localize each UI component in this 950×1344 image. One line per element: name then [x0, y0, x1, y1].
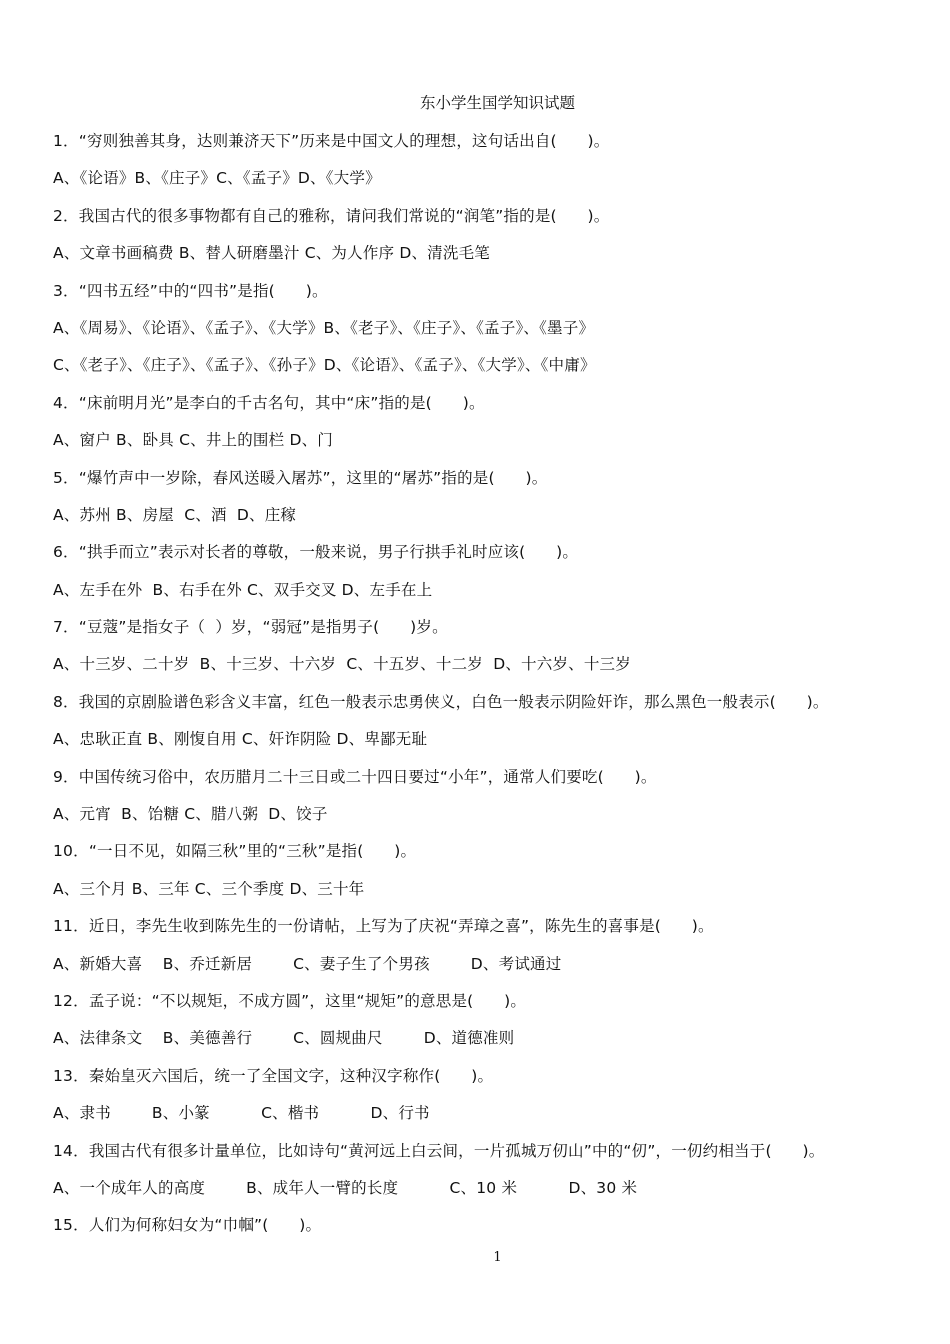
question-14: 14．我国古代有很多计量单位，比如诗句“黄河远上白云间，一片孤城万仞山”中的“仞”，一仞约相当于( )。: [53, 1141, 825, 1160]
question-12: 12．孟子说：“不以规矩，不成方圆”，这里“规矩”的意思是( )。: [53, 991, 527, 1010]
question-12-options: A、法律条文 B、美德善行 C、圆规曲尺 D、道德准则: [53, 1029, 515, 1048]
page-number: 1: [493, 1250, 502, 1265]
question-6-options: A、左手在外 B、右手在外 C、双手交叉 D、左手在上: [53, 580, 433, 599]
question-8-options: A、忠耿正直 B、刚愎自用 C、奸诈阴险 D、卑鄙无耻: [53, 730, 428, 749]
question-6: 6．“拱手而立”表示对长者的尊敬，一般来说，男子行拱手礼时应该( )。: [53, 543, 579, 562]
question-9-options: A、元宵 B、饴糖 C、腊八粥 D、饺子: [53, 805, 328, 824]
question-7-options: A、十三岁、二十岁 B、十三岁、十六岁 C、十五岁、十二岁 D、十六岁、十三岁: [53, 655, 631, 674]
question-13: 13．秦始皇灭六国后，统一了全国文字，这种汉字称作( )。: [53, 1066, 494, 1085]
question-10: 10．“一日不见，如隔三秋”里的“三秋”是指( )。: [53, 842, 417, 861]
question-5: 5．“爆竹声中一岁除，春风送暖入屠苏”，这里的“屠苏”指的是( )。: [53, 468, 548, 487]
question-2: 2．我国古代的很多事物都有自己的雅称，请问我们常说的“润笔”指的是( )。: [53, 206, 610, 225]
question-3: 3．“四书五经”中的“四书”是指( )。: [53, 281, 328, 300]
question-1-options: A、《论语》B、《庄子》C、《孟子》D、《大学》: [53, 169, 381, 188]
question-5-options: A、苏州 B、房屋 C、酒 D、庄稼: [53, 505, 297, 524]
question-10-options: A、三个月 B、三年 C、三个季度 D、三十年: [53, 879, 365, 898]
question-3-options-cd: C、《老子》、《庄子》、《孟子》、《孙子》D、《论语》、《孟子》、《大学》、《中庸》: [53, 356, 596, 375]
question-2-options: A、文章书画稿费 B、替人研磨墨汁 C、为人作序 D、清洗毛笔: [53, 244, 490, 263]
question-4: 4．“床前明月光”是李白的千古名句，其中“床”指的是( )。: [53, 393, 485, 412]
document-title: 东小学生国学知识试题: [419, 94, 575, 112]
question-1: 1．“穷则独善其身，达则兼济天下”历来是中国文人的理想，这句话出自( )。: [53, 132, 610, 150]
question-11: 11．近日，李先生收到陈先生的一份请帖，上写为了庆祝“弄璋之喜”，陈先生的喜事是( )。: [53, 917, 714, 936]
question-3-options-ab: A、《周易》、《论语》、《孟子》、《大学》B、《老子》、《庄子》、《孟子》、《墨子》: [53, 318, 595, 337]
question-13-options: A、隶书 B、小篆 C、楷书 D、行书: [53, 1104, 430, 1123]
question-11-options: A、新婚大喜 B、乔迁新居 C、妻子生了个男孩 D、考试通过: [53, 954, 562, 973]
question-list: [53, 130, 933, 1252]
question-4-options: A、窗户 B、卧具 C、井上的围栏 D、门: [53, 431, 333, 450]
question-14-options: A、一个成年人的高度 B、成年人一臂的长度 C、10 米 D、30 米: [53, 1178, 638, 1197]
question-9: 9．中国传统习俗中，农历腊月二十三日或二十四日要过“小年”，通常人们要吃( )。: [53, 767, 657, 786]
question-7: 7．“豆蔻”是指女子（ ）岁，“弱冠”是指男子( )岁。: [53, 618, 448, 637]
question-8: 8．我国的京剧脸谱色彩含义丰富，红色一般表示忠勇侠义，白色一般表示阴险奸诈，那么黑色一般表示( )。: [53, 692, 829, 711]
question-15: 15．人们为何称妇女为“巾帼”( )。: [53, 1216, 322, 1235]
